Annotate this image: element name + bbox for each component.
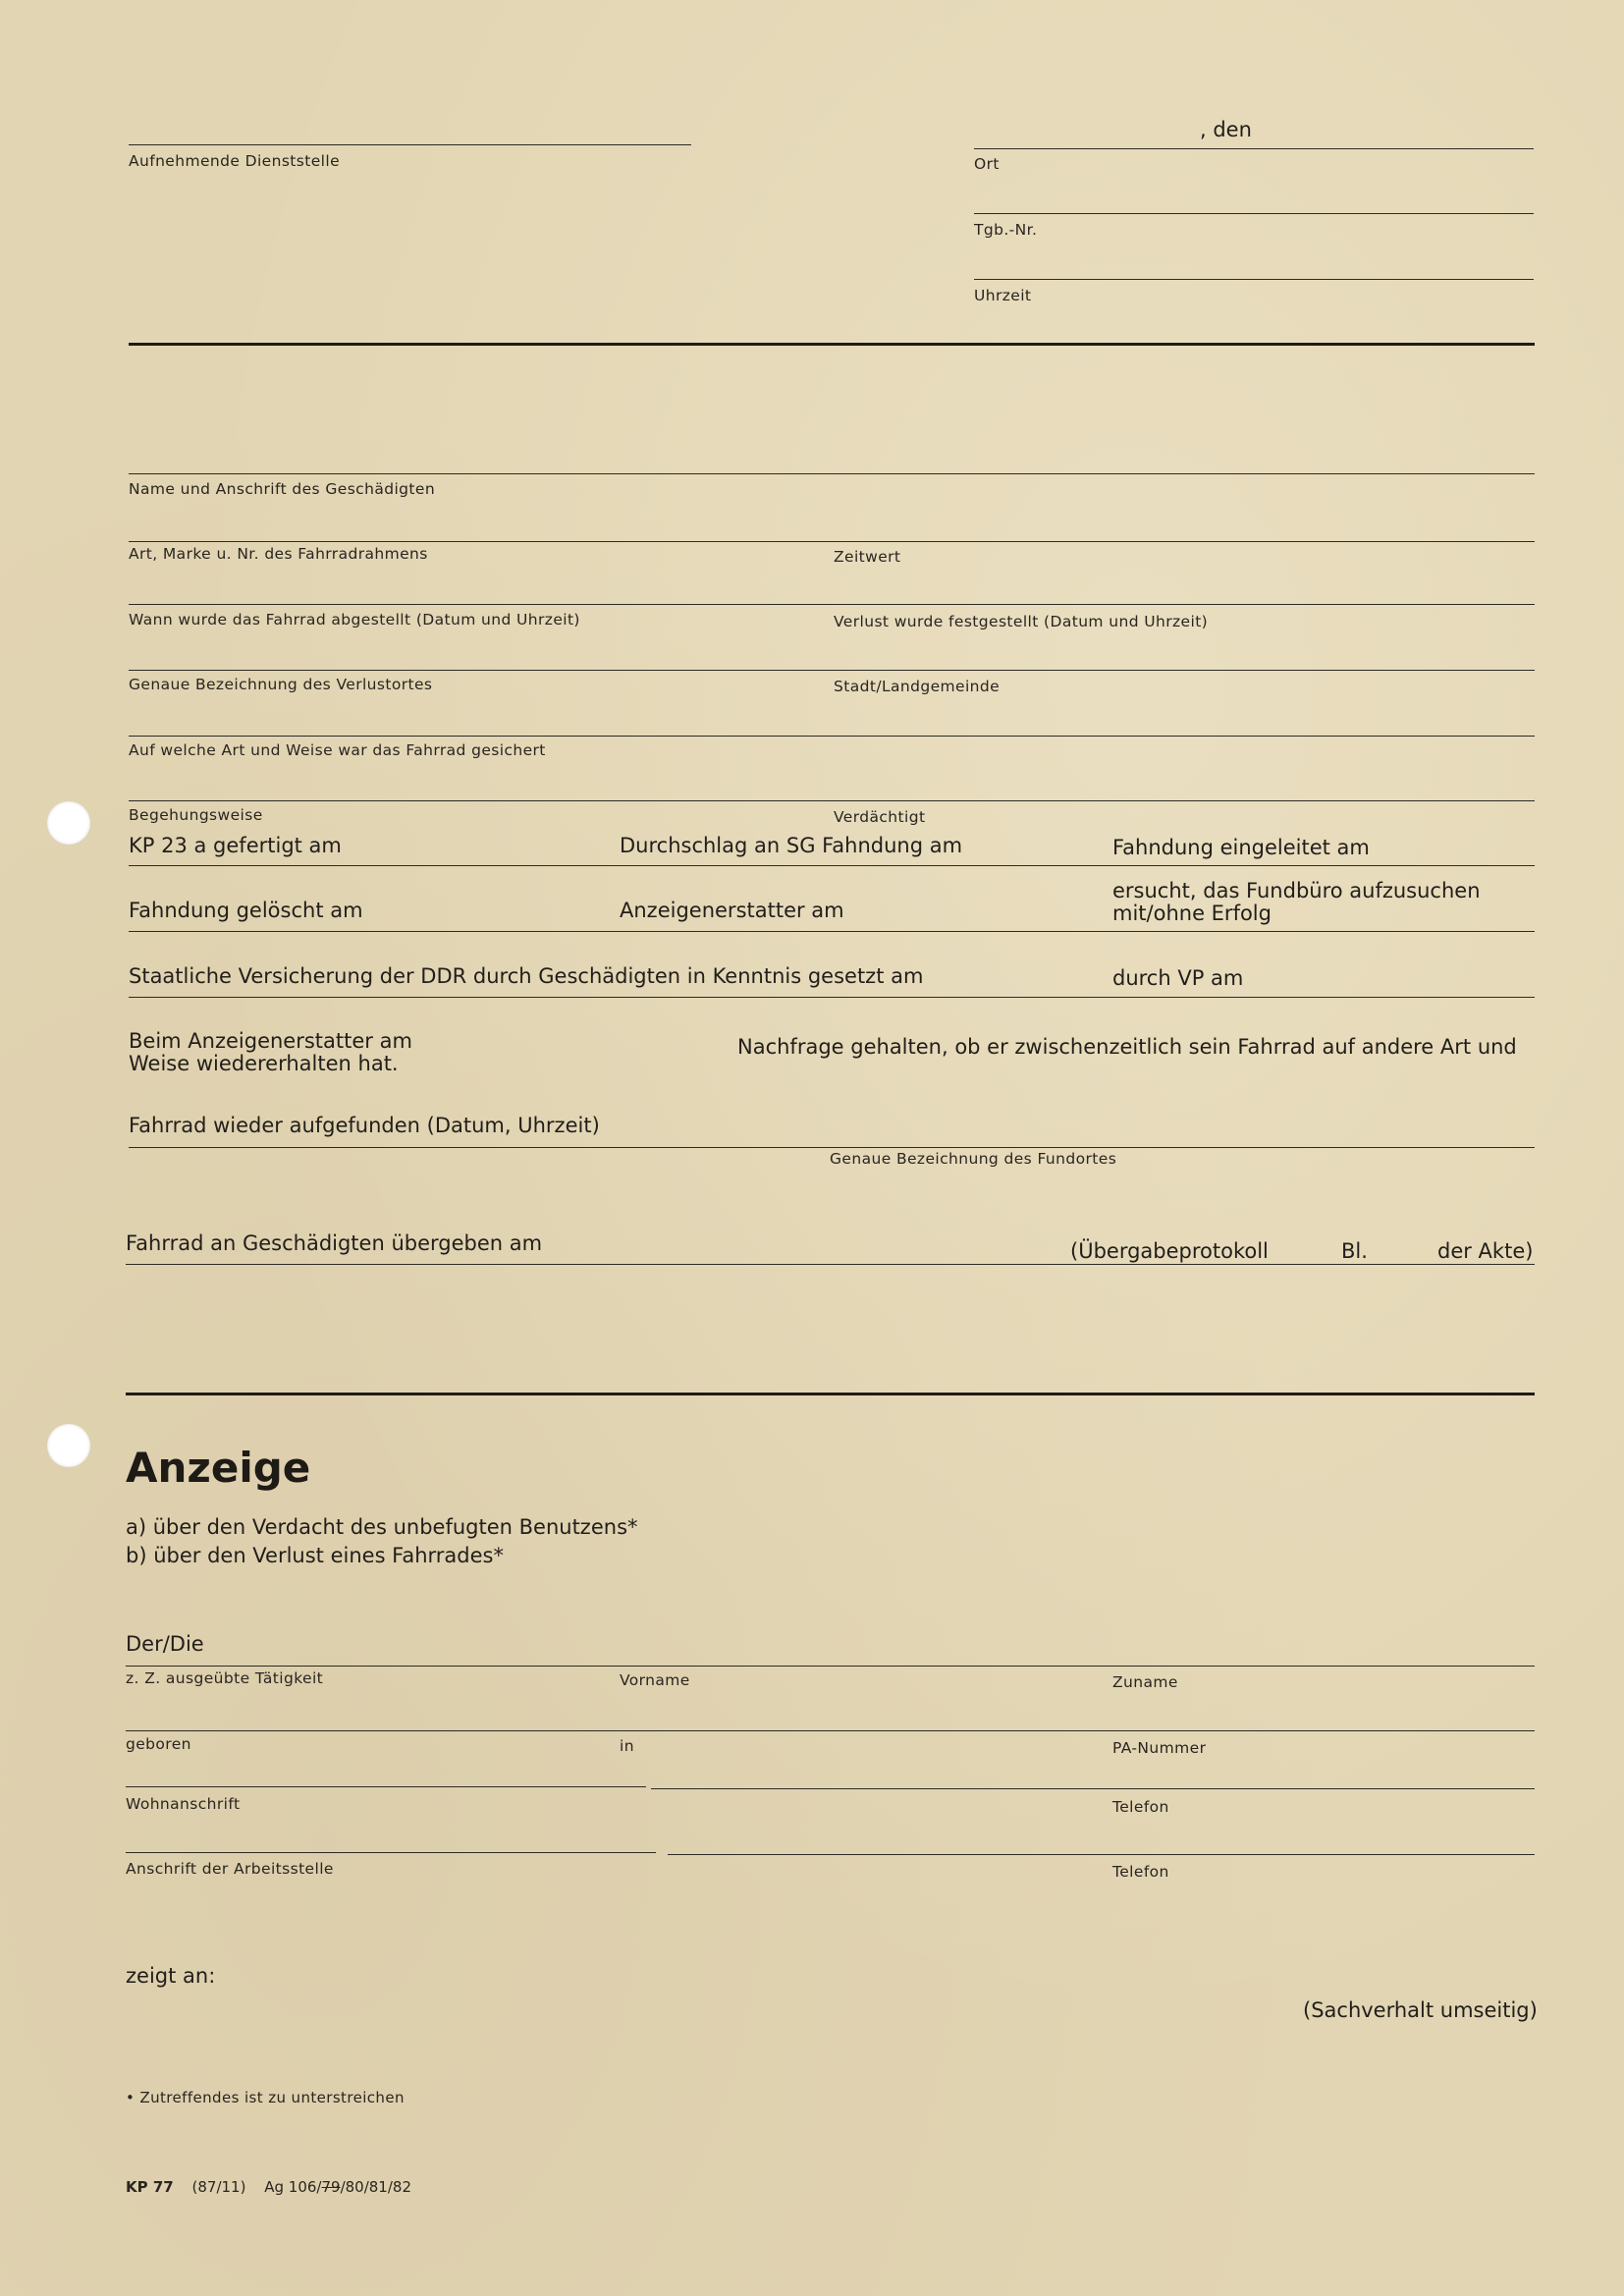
verdaechtigt-label: Verdächtigt [834,808,926,826]
tgb-line[interactable] [974,213,1534,214]
uebergabeprotokoll-label: (Übergabeprotokoll [1070,1239,1269,1263]
kp23a-label: KP 23 a gefertigt am [129,834,342,857]
begehungsweise-line[interactable] [129,800,1535,801]
telefon-label-2: Telefon [1112,1863,1169,1881]
beim-anzeigenerstatter-label-1: Beim Anzeigenerstatter am [129,1029,412,1053]
stadt-label: Stadt/Landgemeinde [834,678,1001,695]
den-label: , den [1200,118,1252,141]
form-code [126,2178,411,2196]
form-code-num: (87/11) [191,2178,246,2196]
form-code-ag: Ag 106/ [264,2178,322,2196]
der-die-label: Der/Die [126,1632,204,1656]
beim-anzeigenerstatter-label-2: Weise wiedererhalten hat. [129,1052,399,1075]
form-code-struck: 79 [321,2178,341,2196]
wohnanschrift-label: Wohnanschrift [126,1795,241,1813]
nachfrage-label: Nachfrage gehalten, ob er zwischenzeitlich sein Fahrrad auf andere Art und [737,1035,1517,1059]
ort-line[interactable] [974,148,1534,149]
fahndung-eingeleitet-label: Fahndung eingeleitet am [1112,836,1370,859]
arbeitsstelle-line-left[interactable] [126,1852,656,1853]
abgestellt-line[interactable] [129,604,1535,605]
durchschlag-label: Durchschlag an SG Fahndung am [620,834,963,857]
art-line[interactable] [129,541,1535,542]
punch-hole-top [47,801,90,845]
durch-vp-label: durch VP am [1112,966,1244,990]
kp23a-line[interactable] [129,865,1535,866]
der-akte-label: der Akte) [1437,1239,1534,1263]
arbeitsstelle-label: Anschrift der Arbeitsstelle [126,1860,334,1878]
fahndung-geloescht-label: Fahndung gelöscht am [129,899,363,922]
begehungsweise-label: Begehungsweise [129,806,263,824]
der-die-line[interactable] [126,1666,1535,1667]
uhrzeit-line[interactable] [974,279,1534,280]
vorname-label: Vorname [620,1671,690,1689]
zeitwert-label: Zeitwert [834,548,901,566]
taetigkeit-label: z. Z. ausgeübte Tätigkeit [126,1669,324,1687]
versicherung-label: Staatliche Versicherung der DDR durch Geschädigten in Kenntnis gesetzt am [129,964,924,988]
geboren-line[interactable] [126,1730,1535,1731]
zeigt-an-label: zeigt an: [126,1964,216,1988]
telefon-label-1: Telefon [1112,1798,1169,1816]
ort-label: Ort [974,155,1000,173]
fundort-label: Genaue Bezeichnung des Fundortes [830,1150,1117,1168]
festgestellt-label: Verlust wurde festgestellt (Datum und Uhrzeit) [834,613,1209,630]
anzeige-item-a: a) über den Verdacht des unbefugten Benutzens* [126,1515,638,1539]
wieder-aufgefunden-line[interactable] [129,1147,1535,1148]
tgb-label: Tgb.-Nr. [974,221,1038,239]
in-label: in [620,1737,634,1755]
wohnanschrift-line-left[interactable] [126,1786,646,1787]
bl-label: Bl. [1341,1239,1368,1263]
uebergeben-line[interactable] [126,1264,1535,1265]
dienststelle-label: Aufnehmende Dienststelle [129,152,341,170]
fundbuero-label-2: mit/ohne Erfolg [1112,902,1272,925]
wohnanschrift-line-right[interactable] [651,1788,1535,1789]
gesichert-line[interactable] [129,736,1535,737]
fundbuero-label-1: ersucht, das Fundbüro aufzusuchen [1112,879,1481,902]
dienststelle-line[interactable] [129,144,691,145]
sachverhalt-label: (Sachverhalt umseitig) [1303,1998,1538,2022]
name-label: Name und Anschrift des Geschädigten [129,480,436,498]
arbeitsstelle-line-right[interactable] [668,1854,1535,1855]
art-label: Art, Marke u. Nr. des Fahrradrahmens [129,545,428,563]
footnote: • Zutreffendes ist zu unterstreichen [126,2089,405,2106]
form-code-kp: KP 77 [126,2178,174,2196]
versicherung-line[interactable] [129,997,1535,998]
wieder-aufgefunden-label: Fahrrad wieder aufgefunden (Datum, Uhrzeit) [129,1114,600,1137]
geboren-label: geboren [126,1735,191,1753]
verlustort-line[interactable] [129,670,1535,671]
fahndung-geloescht-line[interactable] [129,931,1535,932]
anzeige-item-b: b) über den Verlust eines Fahrrades* [126,1544,504,1567]
verlustort-label: Genaue Bezeichnung des Verlustortes [129,676,433,693]
pa-nummer-label: PA-Nummer [1112,1739,1207,1757]
uhrzeit-label: Uhrzeit [974,287,1032,304]
form-code-rest: /80/81/82 [340,2178,411,2196]
section-rule [126,1393,1535,1395]
zuname-label: Zuname [1112,1673,1178,1691]
name-line[interactable] [129,473,1535,474]
uebergeben-label: Fahrrad an Geschädigten übergeben am [126,1231,543,1255]
gesichert-label: Auf welche Art und Weise war das Fahrrad gesichert [129,741,546,759]
punch-hole-bottom [47,1424,90,1467]
abgestellt-label: Wann wurde das Fahrrad abgestellt (Datum und Uhrzeit) [129,611,580,629]
header-rule [129,343,1535,346]
anzeige-title: Anzeige [126,1444,311,1492]
anzeigenerstatter-am-label: Anzeigenerstatter am [620,899,844,922]
